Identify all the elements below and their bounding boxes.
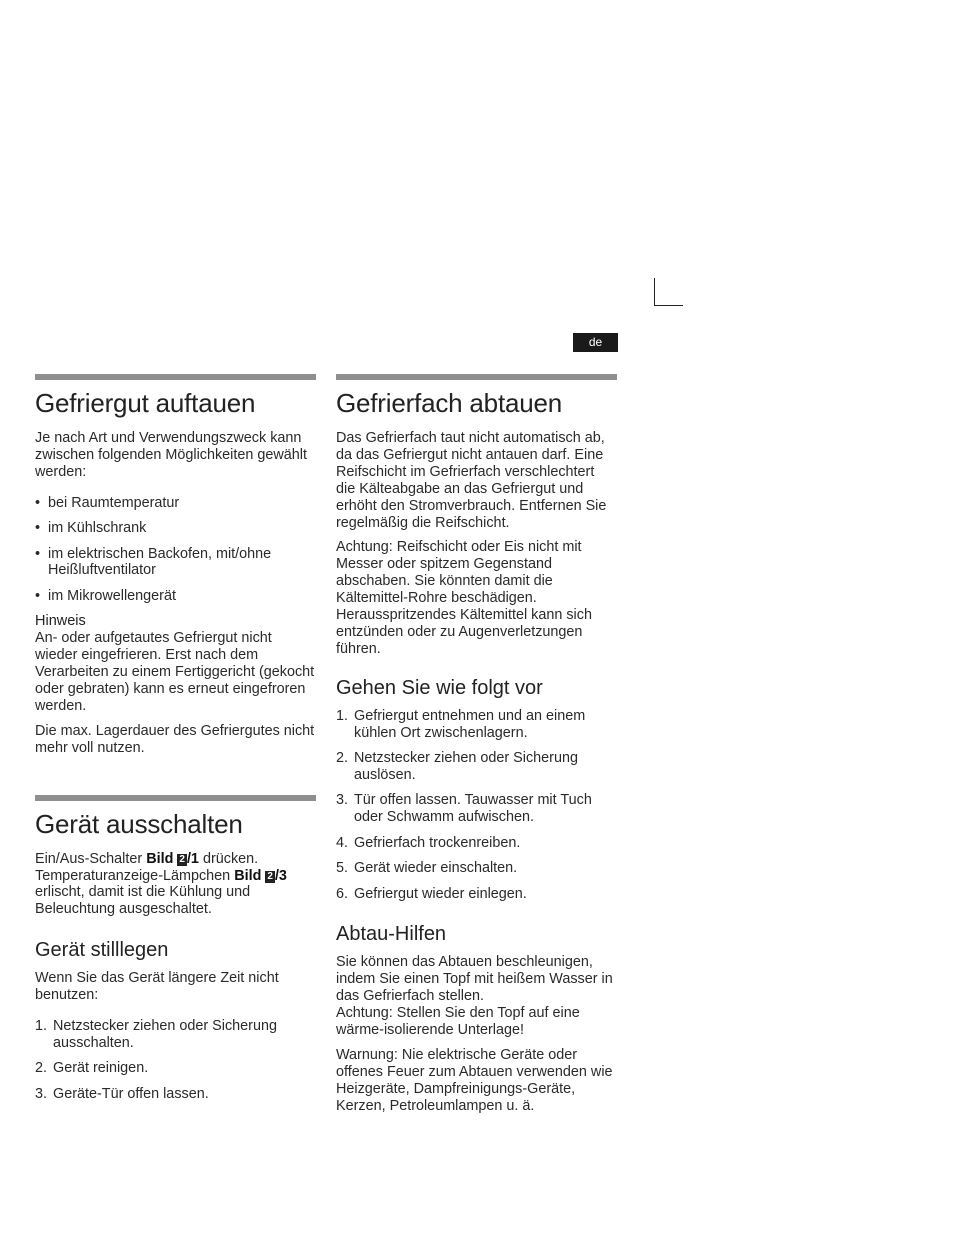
- section-rule: [336, 374, 617, 380]
- figure-ref: Bild 2 /3: [234, 867, 287, 884]
- list-item: 1. Gefriergut entnehmen und an einem kühlen Ort zwischenlagern.: [336, 707, 586, 741]
- list-item: 3. Tür offen lassen. Tauwasser mit Tuch oder Schwamm aufwischen.: [336, 792, 592, 826]
- thaw-intro: Je nach Art und Verwendungszweck kann zwischen folgenden Möglichkeiten gewählt werden:: [35, 430, 307, 480]
- section-title-aids: Abtau-Hilfen: [336, 923, 447, 946]
- list-item: 5. Gerät wieder einschalten.: [336, 860, 518, 877]
- switch-off-text: Ein/Aus-Schalter Bild 2 /1 drücken. Temperaturanzeige-Lämpchen Bild 2 /3 erlischt, damit ist die Kühlung und Beleuchtung ausgeschaltet.: [35, 850, 287, 918]
- note-heading: Hinweis: [35, 613, 86, 630]
- list-item: 1. Netzstecker ziehen oder Sicherung ausschalten.: [35, 1018, 277, 1051]
- crop-mark: [654, 278, 683, 306]
- aids-warning: Warnung: Nie elektrische Geräte oder offenes Feuer zum Abtauen verwenden wie Heizgeräte, Dampfreinigungs-Geräte, Kerzen, Petroleumlampen u. ä.: [336, 1046, 613, 1114]
- thaw-options-list: [35, 495, 316, 605]
- note-text-2: Die max. Lagerdauer des Gefriergutes nicht mehr voll nutzen.: [35, 722, 315, 756]
- defrost-text: Das Gefrierfach taut nicht automatisch ab, da das Gefriergut nicht antauen darf. Eine Reifschicht im Gefrierfach verschlechtert die Kälteabgabe an das Gefriergut und erhöht den Stromverbrauch. Entfernen Sie regelmäßig die Reifschicht.: [336, 430, 607, 531]
- list-item: • im Mikrowellengerät: [35, 587, 176, 604]
- list-item: 2. Netzstecker ziehen oder Sicherung auslösen.: [336, 750, 578, 783]
- list-item: • im Kühlschrank: [35, 520, 147, 537]
- section-title-thaw: Gefriergut auftauen: [35, 388, 256, 418]
- defrost-warning: Achtung: Reifschicht oder Eis nicht mit Messer oder spitzem Gegenstand abschaben. Sie könnten damit die Kältemittel-Rohre beschädigen. Herausspritzendes Kältemittel kann sich entzünden oder zu Augenverletzungen führen.: [336, 539, 592, 657]
- section-rule: [35, 374, 316, 380]
- note-text: An- oder aufgetautes Gefriergut nicht wieder eingefrieren. Erst nach dem Verarbeiten zu einem Fertiggericht (gekocht oder gebraten) kann es erneut eingefroren werden.: [35, 630, 315, 714]
- section-title-defrost: Gefrierfach abtauen: [336, 388, 563, 418]
- language-badge: de: [573, 333, 618, 352]
- list-item: 3. Geräte-Tür offen lassen.: [35, 1085, 209, 1102]
- aids-text: Sie können das Abtauen beschleunigen, indem Sie einen Topf mit heißem Wasser in das Gefrierfach stellen. Achtung: Stellen Sie den Topf auf eine wärme-isolierende Unterlage!: [336, 954, 613, 1039]
- decommission-intro: Wenn Sie das Gerät längere Zeit nicht benutzen:: [35, 970, 279, 1004]
- section-rule: [35, 795, 316, 801]
- list-item: 4. Gefrierfach trockenreiben.: [336, 834, 521, 851]
- left-column: [35, 374, 316, 1111]
- list-item: 6. Gefriergut wieder einlegen.: [336, 885, 527, 902]
- list-item: • bei Raumtemperatur: [35, 494, 180, 511]
- figure-ref: Bild 2 /1: [146, 850, 199, 867]
- procedure-steps: [336, 708, 617, 903]
- right-column: [336, 374, 617, 1123]
- list-item: 2. Gerät reinigen.: [35, 1060, 149, 1077]
- section-title-procedure: Gehen Sie wie folgt vor: [336, 676, 543, 699]
- section-title-switch-off: Gerät ausschalten: [35, 808, 243, 839]
- decommission-steps: [35, 1018, 316, 1103]
- list-item: • im elektrischen Backofen, mit/ohne Heißluftventilator: [35, 545, 272, 579]
- section-title-decommission: Gerät stilllegen: [35, 939, 169, 962]
